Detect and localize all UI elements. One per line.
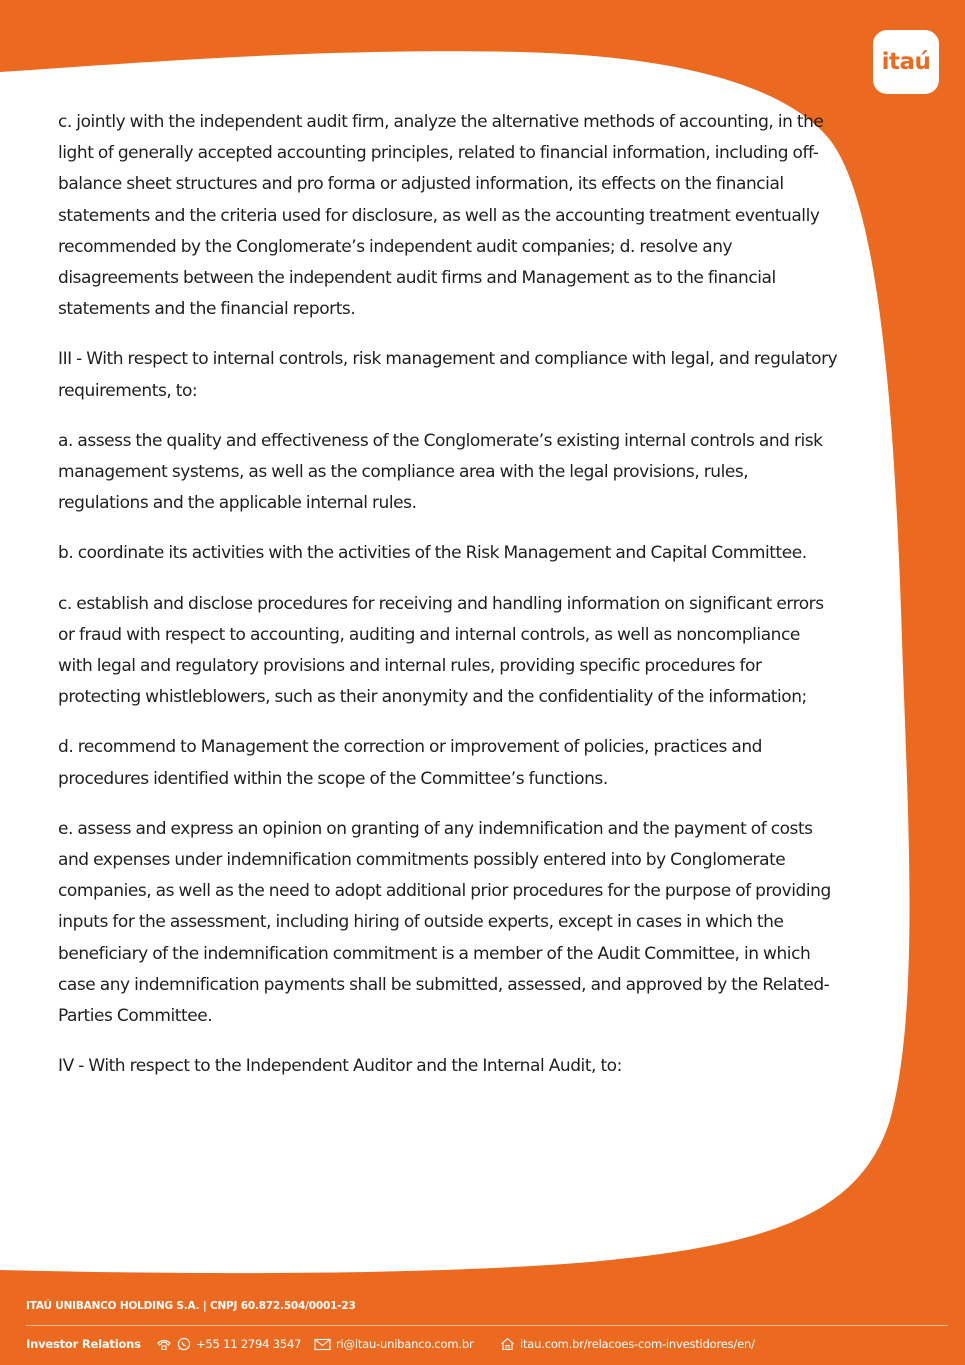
footer-website[interactable] — [500, 1335, 755, 1353]
phone-number: +55 11 2794 3547 — [196, 1337, 302, 1351]
phone-icon — [156, 1337, 172, 1351]
paragraph: III - With respect to internal controls, risk management and compliance with legal, and regulatory requirements, to: — [58, 349, 838, 401]
footer-contact-row — [26, 1335, 956, 1353]
logo-text: itaú — [881, 49, 931, 75]
home-icon — [500, 1337, 515, 1351]
itau-logo — [873, 30, 939, 94]
footer-divider — [26, 1325, 948, 1326]
paragraph: e. assess and express an opinion on granting of any indemnification and the payment of costs and expenses under indemnification commitments possibly entered into by Conglomerate companies, as well as the need to adopt additional prior procedures for the purpose of providing inputs for the assessment, including hiring of outside experts, except in cases in which the beneficiary of the indemnification commitment is a member of the Audit Committee, in which case any indemnification payments shall be submitted, assessed, and approved by the Related-Parties Committee. — [58, 818, 831, 1027]
footer-email[interactable] — [314, 1335, 473, 1353]
paragraph: b. coordinate its activities with the activities of the Risk Management and Capital Committee. — [58, 543, 807, 564]
footer-phone[interactable] — [156, 1335, 301, 1353]
whatsapp-icon — [177, 1337, 191, 1351]
document-body — [58, 107, 838, 1101]
email-icon — [314, 1338, 331, 1351]
paragraph: d. recommend to Management the correction or improvement of policies, practices and procedures identified within the scope of the Committee’s functions. — [58, 737, 762, 789]
email-address: ri@itau-unibanco.com.br — [336, 1337, 474, 1351]
website-url: itau.com.br/relacoes-com-investidores/en/ — [520, 1337, 755, 1351]
investor-relations-label: Investor Relations — [26, 1337, 141, 1351]
paragraph: c. establish and disclose procedures for receiving and handling information on significant errors or fraud with respect to accounting, auditing and internal controls, as well as noncompliance with legal and regulatory provisions and internal rules, providing specific procedures for protecting whistleblowers, such as their anonymity and the confidentiality of the information; — [58, 593, 824, 708]
page-footer — [0, 1290, 965, 1365]
paragraph: a. assess the quality and effectiveness of the Conglomerate’s existing internal controls and risk management systems, as well as the compliance area with the legal provisions, rules, regulations and the applicable internal rules. — [58, 430, 823, 514]
footer-company-info: ITAÚ UNIBANCO HOLDING S.A. | CNPJ 60.872.504/0001-23 — [26, 1300, 356, 1312]
paragraph: IV - With respect to the Independent Auditor and the Internal Audit, to: — [58, 1056, 622, 1077]
paragraph: c. jointly with the independent audit firm, analyze the alternative methods of accounting, in the light of generally accepted accounting principles, related to financial information, including off-balance sheet structures and pro forma or adjusted information, its effects on the financial statements and the criteria used for disclosure, as well as the accounting treatment eventually recommended by the Conglomerate’s independent audit companies; d. resolve any disagreements between the independent audit firms and Management as to the financial statements and the financial reports. — [58, 112, 824, 320]
